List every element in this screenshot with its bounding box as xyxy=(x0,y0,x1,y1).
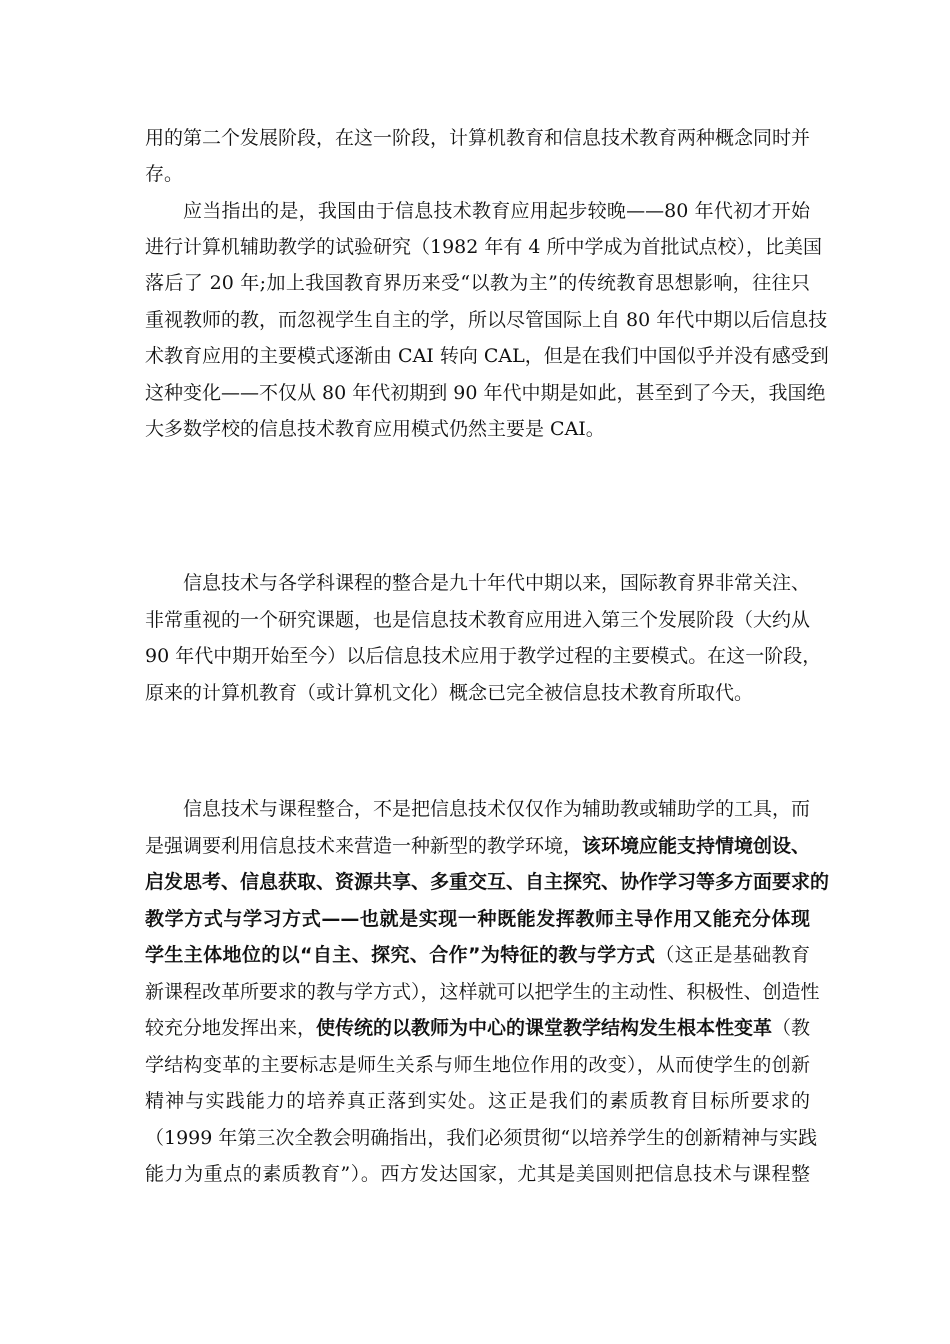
paragraph-line xyxy=(145,1016,810,1040)
paragraph-line: 信息技术与课程整合，不是把信息技术仅仅作为辅助教或辅助学的工具，而 xyxy=(183,798,811,820)
emphasis-text: 使传统的以教师为中心的课堂教学结构发生根本性变革 xyxy=(316,1017,773,1039)
section-heading xyxy=(183,479,810,503)
emphasis-text: 学生主体地位的以“自主、探究、合作”为特征的教与学方式 xyxy=(145,944,656,966)
text-run: （教 xyxy=(772,1017,811,1039)
paragraph-line: 大多数学校的信息技术教育应用模式仍然主要是 CAI。 xyxy=(145,418,605,440)
emphasis-text: 该环境应能支持情境创设、 xyxy=(582,835,811,857)
paragraph-line: （1999 年第三次全教会明确指出，我们必须贯彻“以培养学生的创新精神与实践 xyxy=(145,1127,818,1149)
emphasis-text: 教学方式与学习方式——也就是实现一种既能发挥教师主导作用又能充分体现 xyxy=(145,908,810,930)
paragraph-line: 原来的计算机教育（或计算机文化）概念已完全被信息技术教育所取代。 xyxy=(145,682,754,704)
paragraph-line: 进行计算机辅助教学的试验研究（1982 年有 4 所中学成为首批试点校），比美国 xyxy=(145,236,823,258)
paragraph-line: 信息技术与各学科课程的整合是九十年代中期以来，国际教育界非常关注、 xyxy=(183,572,811,594)
paragraph-line xyxy=(145,834,810,858)
text-run: （这正是基础教育 xyxy=(655,944,810,966)
paragraph-line: 存。 xyxy=(145,163,184,185)
paragraph-line: 应当指出的是，我国由于信息技术教育应用起步较晚——80 年代初才开始 xyxy=(183,200,810,222)
paragraph-line: 落后了 20 年;加上我国教育界历来受“以教为主”的传统教育思想影响，往往只 xyxy=(145,272,810,294)
paragraph-line: 90 年代中期开始至今）以后信息技术应用于教学过程的主要模式。在这一阶段， xyxy=(145,645,822,667)
section-heading xyxy=(160,741,810,765)
paragraph-line: 术教育应用的主要模式逐渐由 CAI 转向 CAL，但是在我们中国似乎并没有感受到 xyxy=(145,345,829,367)
paragraph-line: 新课程改革所要求的教与学方式），这样就可以把学生的主动性、积极性、创造性 xyxy=(145,981,820,1003)
paragraph-line: 学结构变革的主要标志是师生关系与师生地位作用的改变），从而使学生的创新 xyxy=(145,1054,810,1076)
paragraph-line: 重视教师的教，而忽视学生自主的学，所以尽管国际上自 80 年代中期以后信息技 xyxy=(145,309,828,331)
paragraph-line xyxy=(145,943,810,967)
paragraph-line: 精神与实践能力的培养真正落到实处。这正是我们的素质教育目标所要求的 xyxy=(145,1090,810,1112)
paragraph-line: 能力为重点的素质教育”）。西方发达国家，尤其是美国则把信息技术与课程整 xyxy=(145,1163,810,1185)
paragraph-line: 非常重视的一个研究课题，也是信息技术教育应用进入第三个发展阶段（大约从 xyxy=(145,609,811,631)
paragraph-line: 用的第二个发展阶段，在这一阶段，计算机教育和信息技术教育两种概念同时并 xyxy=(145,127,811,149)
section-heading xyxy=(145,515,810,539)
emphasis-text: 启发思考、信息获取、资源共享、多重交互、自主探究、协作学习等多方面要求的 xyxy=(145,871,830,893)
paragraph-line: 这种变化——不仅从 80 年代初期到 90 年代中期是如此，甚至到了今天，我国绝 xyxy=(145,382,826,404)
text-run: 较充分地发挥出来， xyxy=(145,1017,317,1039)
text-run: 是强调要利用信息技术来营造一种新型的教学环境， xyxy=(145,835,583,857)
